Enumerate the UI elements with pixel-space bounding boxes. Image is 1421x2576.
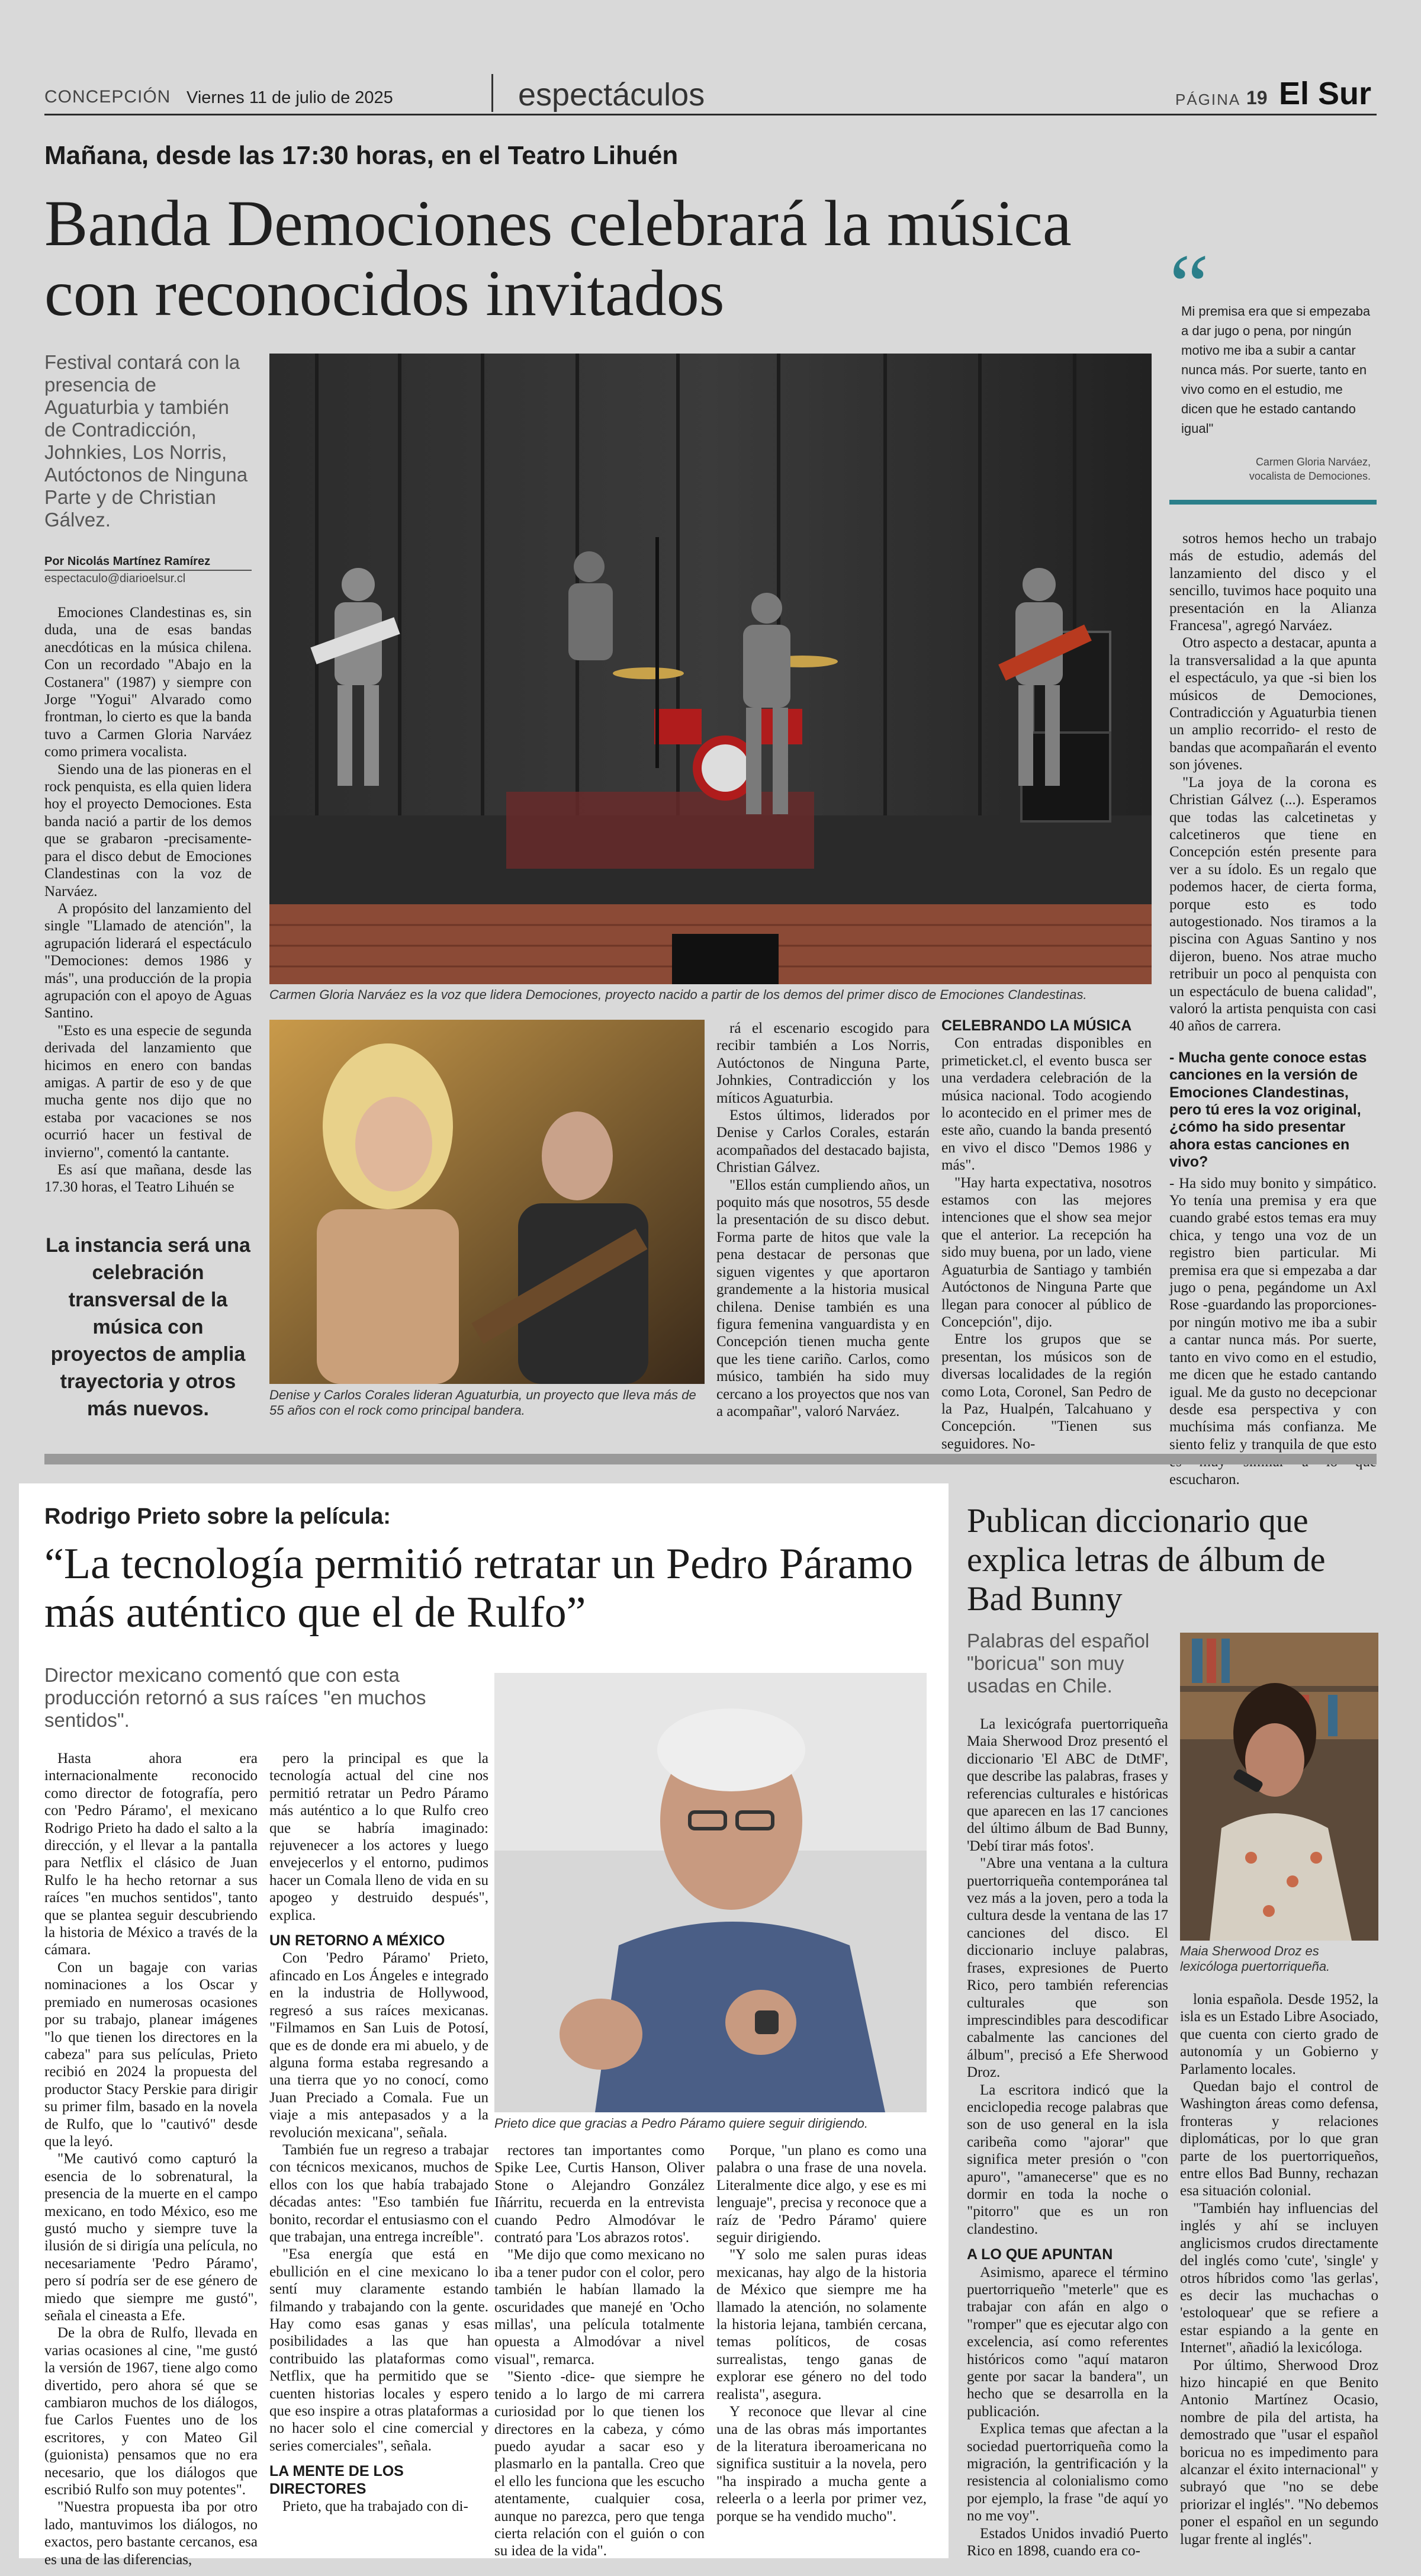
header-divider [491,74,493,112]
pedro-col4 [716,2142,927,2551]
paragraph: Otro aspecto a destacar, apunta a la transversalidad a la que apunta el espectáculo, ya que -si bien los músicos de Demociones, Contradicción y Aguaturbia tienen un amplio recorrido- el resto de bandas que acompañarán el evento son jóvenes. [1169,635,1377,773]
paragraph: Explica temas que afectan a la sociedad puertorriqueña como la migración, la gentrificación y la resistencia al colonialismo como por ejemplo, la frase "de aquí yo no me voy". [967,2421,1168,2524]
main-col3 [716,1020,930,1434]
pedro-kicker: Rodrigo Prieto sobre la película: [44,1504,391,1529]
paragraph: Por último, Sherwood Droz hizo hincapié en que Benito Antonio Martínez Ocasio, nombre de pila del artista, ha demostrado que "usar el español boricua no es impedimento para alcanzar el éxito internacional" y subrayó que "no se debe priorizar el inglés". "No debemos poner el español en un segundo lugar frente al inglés". [1180,2357,1378,2548]
paragraph: "Esto es una especie de segunda derivada del lanzamiento que hicimos en enero con bandas amigas. A partir de eso y de que mucha gente nos dijo que no estaba por vacaciones se nos ocurrió hacer un festival de invierno", comentó la cantante. [44,1022,252,1161]
pedro-col2 [269,1750,488,1924]
main-byline-email: espectaculo@diarioelsur.cl [44,570,252,586]
bunny-headline: Publican diccionario que explica letras de álbum de Bad Bunny [967,1501,1326,1618]
paragraph: Con un bagaje con varias nominaciones a los Oscar y premiado en numerosas ocasiones por su trabajo, planear imágenes "lo que tienen los directores en la cabeza" para sus películas, Prieto recibió en 2024 la propuesta del productor Stacy Perskie para dirigir su primer film, basado en la novela de Rulfo, que lo "cautivó" desde que la leyó. [44,1959,258,2150]
main-col4 [941,1035,1152,1453]
pedro-col2-subhead: UN RETORNO A MÉXICO [269,1932,445,1949]
pedro-col3 [494,2142,705,2559]
main-headline: Banda Demociones celebrará la música con reconocidos invitados [44,187,1072,329]
bunny-col1-subhead: A LO QUE APUNTAN [967,2246,1113,2263]
page-number: 19 [1246,87,1268,108]
paragraph: "Me dijo que como mexicano no iba a tener pudor con el color, pero también le habían llamado la oscuridades que manejé en 'Ocho millas', una película totalmente opuesta a Almodóvar a nivel visual", remarca. [494,2247,705,2368]
paragraph: lonia española. Desde 1952, la isla es un Estado Libre Asociado, que cuenta con cierto grado de autonomía y un Gobierno y Parlamento locales. [1180,1992,1378,2077]
pedro-col2b [269,1949,488,2455]
paragraph: También fue un regreso a trabajar con técnicos mexicanos, muchos de ellos con los que había trabajado décadas antes: "Eso también fue bonito, recordar el entusiasmo con el que trabajan, una entrega increíble". [269,2141,488,2245]
droz-photo-caption: Maia Sherwood Droz es lexicóloga puertorriqueña. [1180,1944,1330,1974]
interview-question: - Mucha gente conoce estas canciones en la versión de Emociones Clandestinas, pero tú eres la voz original, ¿cómo ha sido presentar ahora estas canciones en vivo? [1169,1049,1367,1171]
pedro-col2-subhead2: LA MENTE DE LOS DIRECTORES [269,2463,404,2497]
quote-author-role: vocalista de Demociones. [1249,470,1371,482]
paragraph: Asimismo, aparece el término puertorriqueño "meterle" que es trabajar con afán en algo o "romper" que es ejecutar algo con excelencia, así como referentes históricos como "aquí mataron gente por sacar la bandera", un hecho que se desarrolla en la publicación. [967,2264,1168,2420]
paragraph: Emociones Clandestinas es, sin duda, una de esas bandas anecdóticas en la música chilena. Con un recordado "Abajo en la Costanera" (1987) y siempre con Jorge "Yogui" Alvarado como frontman, lo cierto es que la banda tuvo a Carmen Gloria Narváez como primera vocalista. [44,605,252,760]
bunny-col2 [1180,1991,1378,2551]
quote-mark-icon: “ [1169,236,1209,335]
quote-box [1169,236,1377,505]
paragraph: "Nuestra propuesta iba por otro lado, mantuvimos los diálogos, no exactos, pero bastante cercanos, esa es una de las diferencias, [44,2499,258,2568]
pedro-col2c [269,2498,488,2515]
main-col1 [44,604,252,1208]
paragraph: rectores tan importantes como Spike Lee, Curtis Hanson, Oliver Stone o Alejandro González Iñárritu, recuerda en la entrevista cuando Pedro Almodóvar le contrató para 'Los abrazos rotos'. [494,2143,705,2246]
paragraph: sotros hemos hecho un trabajo más de estudio, además del lanzamiento del disco y el sencillo, tuvimos hace poquito una presentación en la Alianza Francesa", agregó Narváez. [1169,531,1377,634]
paragraph: "Y solo me salen puras ideas mexicanas, hay algo de la historia de México que siempre me ha llamado la atención, no solamente la historia lejana, también cercana, temas políticos, de cosas surrealistas, tengo ganas de explorar ese género no del todo realista", asegura. [716,2247,927,2402]
paragraph: Prieto, que ha trabajado con di- [282,2498,468,2515]
paragraph: "La joya de la corona es Christian Gálvez (...). Esperamos que todas las calcetinetas y calcetineros que tiene en Concepción estén presente para ver a su ídolo. Es un regalo que podemos hacer, de cierta forma, porque esto es todo autogestionado. Nos tiramos a la piscina con Aguas Santino y nos dijeron, bueno. Nos atrae mucho retribuir un poco al penquista con un espectáculo de buena calidad", valoró la artista penquista con casi 40 años de carrera. [1169,774,1377,1035]
paragraph: La lexicógrafa puertorriqueña Maia Sherwood Droz presentó el diccionario 'El ABC de DtMF', que describe las palabras, frases y referencias culturales e históricas que aparecen en las 17 canciones del último álbum de Bad Bunny, 'Debí tirar más fotos'. [967,1716,1168,1854]
main-byline: Por Nicolás Martínez Ramírez [44,555,211,568]
aguaturbia-illustration [269,1020,705,1384]
paragraph: A propósito del lanzamiento del single "Llamado de atención", la agrupación liderará el espectáculo "Demociones: demos 1986 y más", una producción de la propia agrupación con el apoyo de Aguas Santino. [44,900,252,1022]
bunny-col1-container [967,1716,1168,2559]
prieto-photo [494,1673,927,2112]
prieto-illustration [494,1673,927,2112]
paragraph: "Me cautivó como capturó la esencia de lo sobrenatural, la presencia de la muerte en el campo mexicano, en todo México, eso me gustó mucho y siempre tuve la ilusión de si dirigía una película, no necesariamente 'Pedro Páramo', pero sí podría ser de ese género de miedo que siempre me gustó", señala el cineasta a Efe. [44,2151,258,2324]
quote-author: Carmen Gloria Narváez, [1255,456,1371,468]
paragraph: "Hay harta expectativa, nosotros estamos con las mejores intenciones que el show sea mejor que el anterior. La recepción ha sido muy buena, por un lado, viene Aguaturbia de Santiago y también Autóctonos de Ninguna Parte que llegan para conocer al público de Concepción", dijo. [941,1174,1152,1330]
stage-illustration [269,354,1152,984]
paragraph: Hasta ahora era internacionalmente reconocido como director de fotografía, pero con 'Pedro Páramo', el mexicano Rodrigo Prieto ha dado el salto a la dirección, y el llevar a la pantalla para Netflix el clásico de Juan Rulfo le ha hecho retornar a sus raíces "en muchos sentidos", tanto que se plantea seguir descubriendo la historia de México a través de la cámara. [44,1750,258,1958]
paragraph: "Ellos están cumpliendo años, un poquito más que nosotros, 55 desde la presentación de su disco debut. Forma parte de hitos que vale la pena destacar de personas que siguen vigentes y que aportaron grandemente a la historia musical chilena. Denise también es una figura femenina vanguardista y en Concepción tienen mucha gente que les tiene cariño. Carlos, como músico, también ha sido muy cercano a los proyectos que nos van a acompañar", valoró Narváez. [716,1177,930,1419]
main-col5 [1169,530,1377,1035]
pedro-col1 [44,1750,258,2568]
photo2-caption: Denise y Carlos Corales lideran Aguaturbia, un proyecto que lleva más de 55 años con el rock como principal bandera. [269,1387,696,1418]
paragraph: De la obra de Rulfo, llevada en varias ocasiones al cine, "me gustó la versión de 1967, tiene algo como divertido, pero ahora sé que se cambiaron muchos de los diálogos, fue Carlos Fuentes uno de los escritores, y con Mateo Gil (guionista) pensamos que no era necesario, que los diálogos que escribió Rulfo son muy potentes". [44,2325,258,2498]
paragraph: "Esa energía que está en ebullición en el cine mexicano lo sentí muy claramente estando filmando y trabajando con la gente. Hay como esas ganas y esas posibilidades a las que han contribuido las plataformas como Netflix, que ha permitido que se cuenten historias locales y espero que eso inspire a otras plataformas a no hacer solo el cine comercial y series comerciales", señala. [269,2246,488,2454]
droz-illustration [1180,1633,1378,1941]
section-separator [44,1454,1377,1464]
newspaper-logo: El Sur [1279,76,1372,111]
quote-text: Mi premisa era que si empezaba a dar jugo o pena, por ningún motivo me iba a subir a cantar nunca más. Por suerte, tanto en vivo como en el estudio, me dicen que he estado cantando igual" [1181,304,1371,436]
aguaturbia-photo [269,1020,705,1384]
paragraph: Porque, "un plano es como una palabra o una frase de una novela. Literalmente dice algo, y ese es mi lenguaje", precisa y reconoce que a raíz de 'Pedro Páramo' quiere seguir dirigiendo. [716,2143,927,2246]
paragraph: Con 'Pedro Páramo' Prieto, afincado en Los Ángeles e integrado en la industria de Hollywood, regresó a sus raíces mexicanas. "Filmamos en San Luis de Potosí, que es de donde era mi abuelo, y de alguna forma estaba regresando a una tierra que yo no conocí, como Juan Preciado a Comala. Fue un viaje a mis antepasados y a la revolución mexicana", señala. [269,1950,488,2141]
paragraph: Siendo una de las pioneras en el rock penquista, es ella quien lidera hoy el proyecto Demociones. Esta banda nació a partir de los demos que se grabaron -precisamente- para el disco debut de Emociones Clandestinas con la voz de Narváez. [44,761,252,900]
paragraph: "También hay influencias del inglés y ahí se incluyen anglicismos crudos directamente del inglés como 'cute', 'single' y otros híbridos como 'las gerlas', es decir las muchachas o 'estoloquear' que se refiere a estar espiando a la gente en Internet", añadió la lexicóloga. [1180,2200,1378,2356]
droz-photo [1180,1633,1378,1941]
pedro-headline: “La tecnología permitió retratar un Pedro Páramo más auténtico que el de Rulfo” [44,1540,914,1637]
page-header [44,74,1377,115]
paragraph: Con entradas disponibles en primeticket.cl, el evento busca ser una verdadera celebración de la música nacional. Todo acogiendo lo acontecido en el primer mes de este año, cuando la banda presentó en vivo el disco "Demos 1986 y más". [941,1035,1152,1174]
header-date: Viernes 11 de julio de 2025 [187,88,393,107]
paragraph: Estados Unidos invadió Puerto Rico en 1898, cuando era co- [967,2525,1168,2559]
main-col4-subhead: CELEBRANDO LA MÚSICA [941,1017,1132,1034]
pedro-article [19,1483,949,2568]
paragraph: Estos últimos, liderados por Denise y Carlos Corales, estarán acompañados del destacado bajista, Christian Gálvez. [716,1107,930,1176]
pedro-deck: Director mexicano comentó que con esta producción retornó a sus raíces "en muchos sentidos". [44,1664,426,1731]
pedro-col2-container [269,1750,488,2555]
paragraph: rá el escenario escogido para recibir también a Los Norris, Autóctonos de Ninguna Parte, Johnkies, Contradicción y los míticos Aguaturbia. [716,1020,930,1106]
bunny-col1 [967,1716,1168,2238]
main-col5-container [1169,530,1377,1488]
paragraph: Quedan bajo el control de Washington áreas como defensa, fronteras y relaciones diplomáticas, por lo que gran parte de los puertorriqueños, entre ellos Bad Bunny, rechazan esa situación colonial. [1180,2079,1378,2199]
paragraph: Entre los grupos que se presentan, los músicos son de diversas localidades de la región como Lota, Coronel, San Pedro de la Paz, Hualpén, Talcahuano y Concepción. "Tienen sus seguidores. No- [941,1331,1152,1452]
paragraph: pero la principal es que la tecnología actual del cine nos permitió retratar un Pedro Páramo más auténtico a lo que Rulfo creo que se habría imaginado: rejuvenecer a los actores y luego envejecerlos y el entorno, pudimos hacer un Comala lleno de vida en su apogeo y destruido después", explica. [269,1750,488,1923]
header-city: CONCEPCIÓN [44,87,171,107]
photo1-caption: Carmen Gloria Narváez es la voz que lidera Demociones, proyecto nacido a partir de los demos del primer disco de Emociones Clandestinas. [269,987,1087,1002]
paragraph: "Abre una ventana a la cultura puertorriqueña contemporánea tal vez más a la joven, pero a toda la cultura desde la ventana de las 17 canciones del disco. El diccionario incluye palabras, frases, expresiones de Puerto Rico, pero también referencias culturales que son imprescindibles para descodificar cabalmente las canciones del álbum", precisó a Efe Sherwood Droz. [967,1855,1168,2081]
interview-answer: - Ha sido muy bonito y simpático. Yo tenía una premisa y era que cuando grabé estos temas era muy chica, y tengo una voz de un registro bien particular. Mi premisa era que si empezaba a dar jugo o pena, pegándome un Axl Rose -guardando las proporciones- por ningún motivo me iba a subir a cantar nunca más. Por suerte, tanto en vivo como en el estudio, me dicen que he estado cantando igual. Me da gusto no decepcionar desde esa perspectiva y con muchísima más confianza. Me siento feliz y tranquila de que esto escucharon. [1169,1175,1377,1488]
prieto-photo-caption: Prieto dice que gracias a Pedro Páramo quiere seguir dirigiendo. [494,2116,869,2131]
main-col4-container [941,1017,1152,1452]
bunny-deck: Palabras del español "boricua" son muy usadas en Chile. [967,1630,1150,1697]
paragraph: "Siento -dice- que siempre he tenido a lo largo de mi carrera curiosidad por lo que tienen los directores en la cabeza, y cómo puedo ayudar a sacar eso y plasmarlo en la pantalla. Creo que el ello les funciona que les escucho atentamente, cualquier cosa, aunque no parezca, pero que tenga cierta relación con el guión o con su idea de la vida". [494,2369,705,2559]
main-deck: Festival contará con la presencia de Aguaturbia y también de Contradicción, Johnkies, Los Norris, Autóctonos de Ninguna Parte y de Christian Gálvez. [44,351,248,531]
paragraph: Y reconoce que llevar al cine una de las obras más importantes de la literatura iberoamericana no significa sustituir a la novela, pero "ha inspirado a mucha gente a releerla o a leerla por primer vez, porque se ha vendido mucho". [716,2404,927,2524]
pullquote-left: La instancia será una celebración transversal de la música con proyectos de amplia trayectoria y otros más nuevos. [46,1234,250,1420]
paragraph: La escritora indicó que la enciclopedia recoge palabras que son de uso general en la isla caribeña como "ajorar" que significa meter presión o "con apuro", "amanecerse" que es no dormir en toda la noche o "pitorro" que es un ron clandestino. [967,2082,1168,2237]
section-name: espectáculos [518,77,705,113]
main-kicker: Mañana, desde las 17:30 horas, en el Teatro Lihuén [44,141,679,170]
bunny-col1b [967,2264,1168,2560]
paragraph: Es así que mañana, desde las 17.30 horas, el Teatro Lihuén se [44,1162,252,1196]
concert-stage-photo [269,354,1152,984]
page-label: PÁGINA [1175,91,1241,108]
